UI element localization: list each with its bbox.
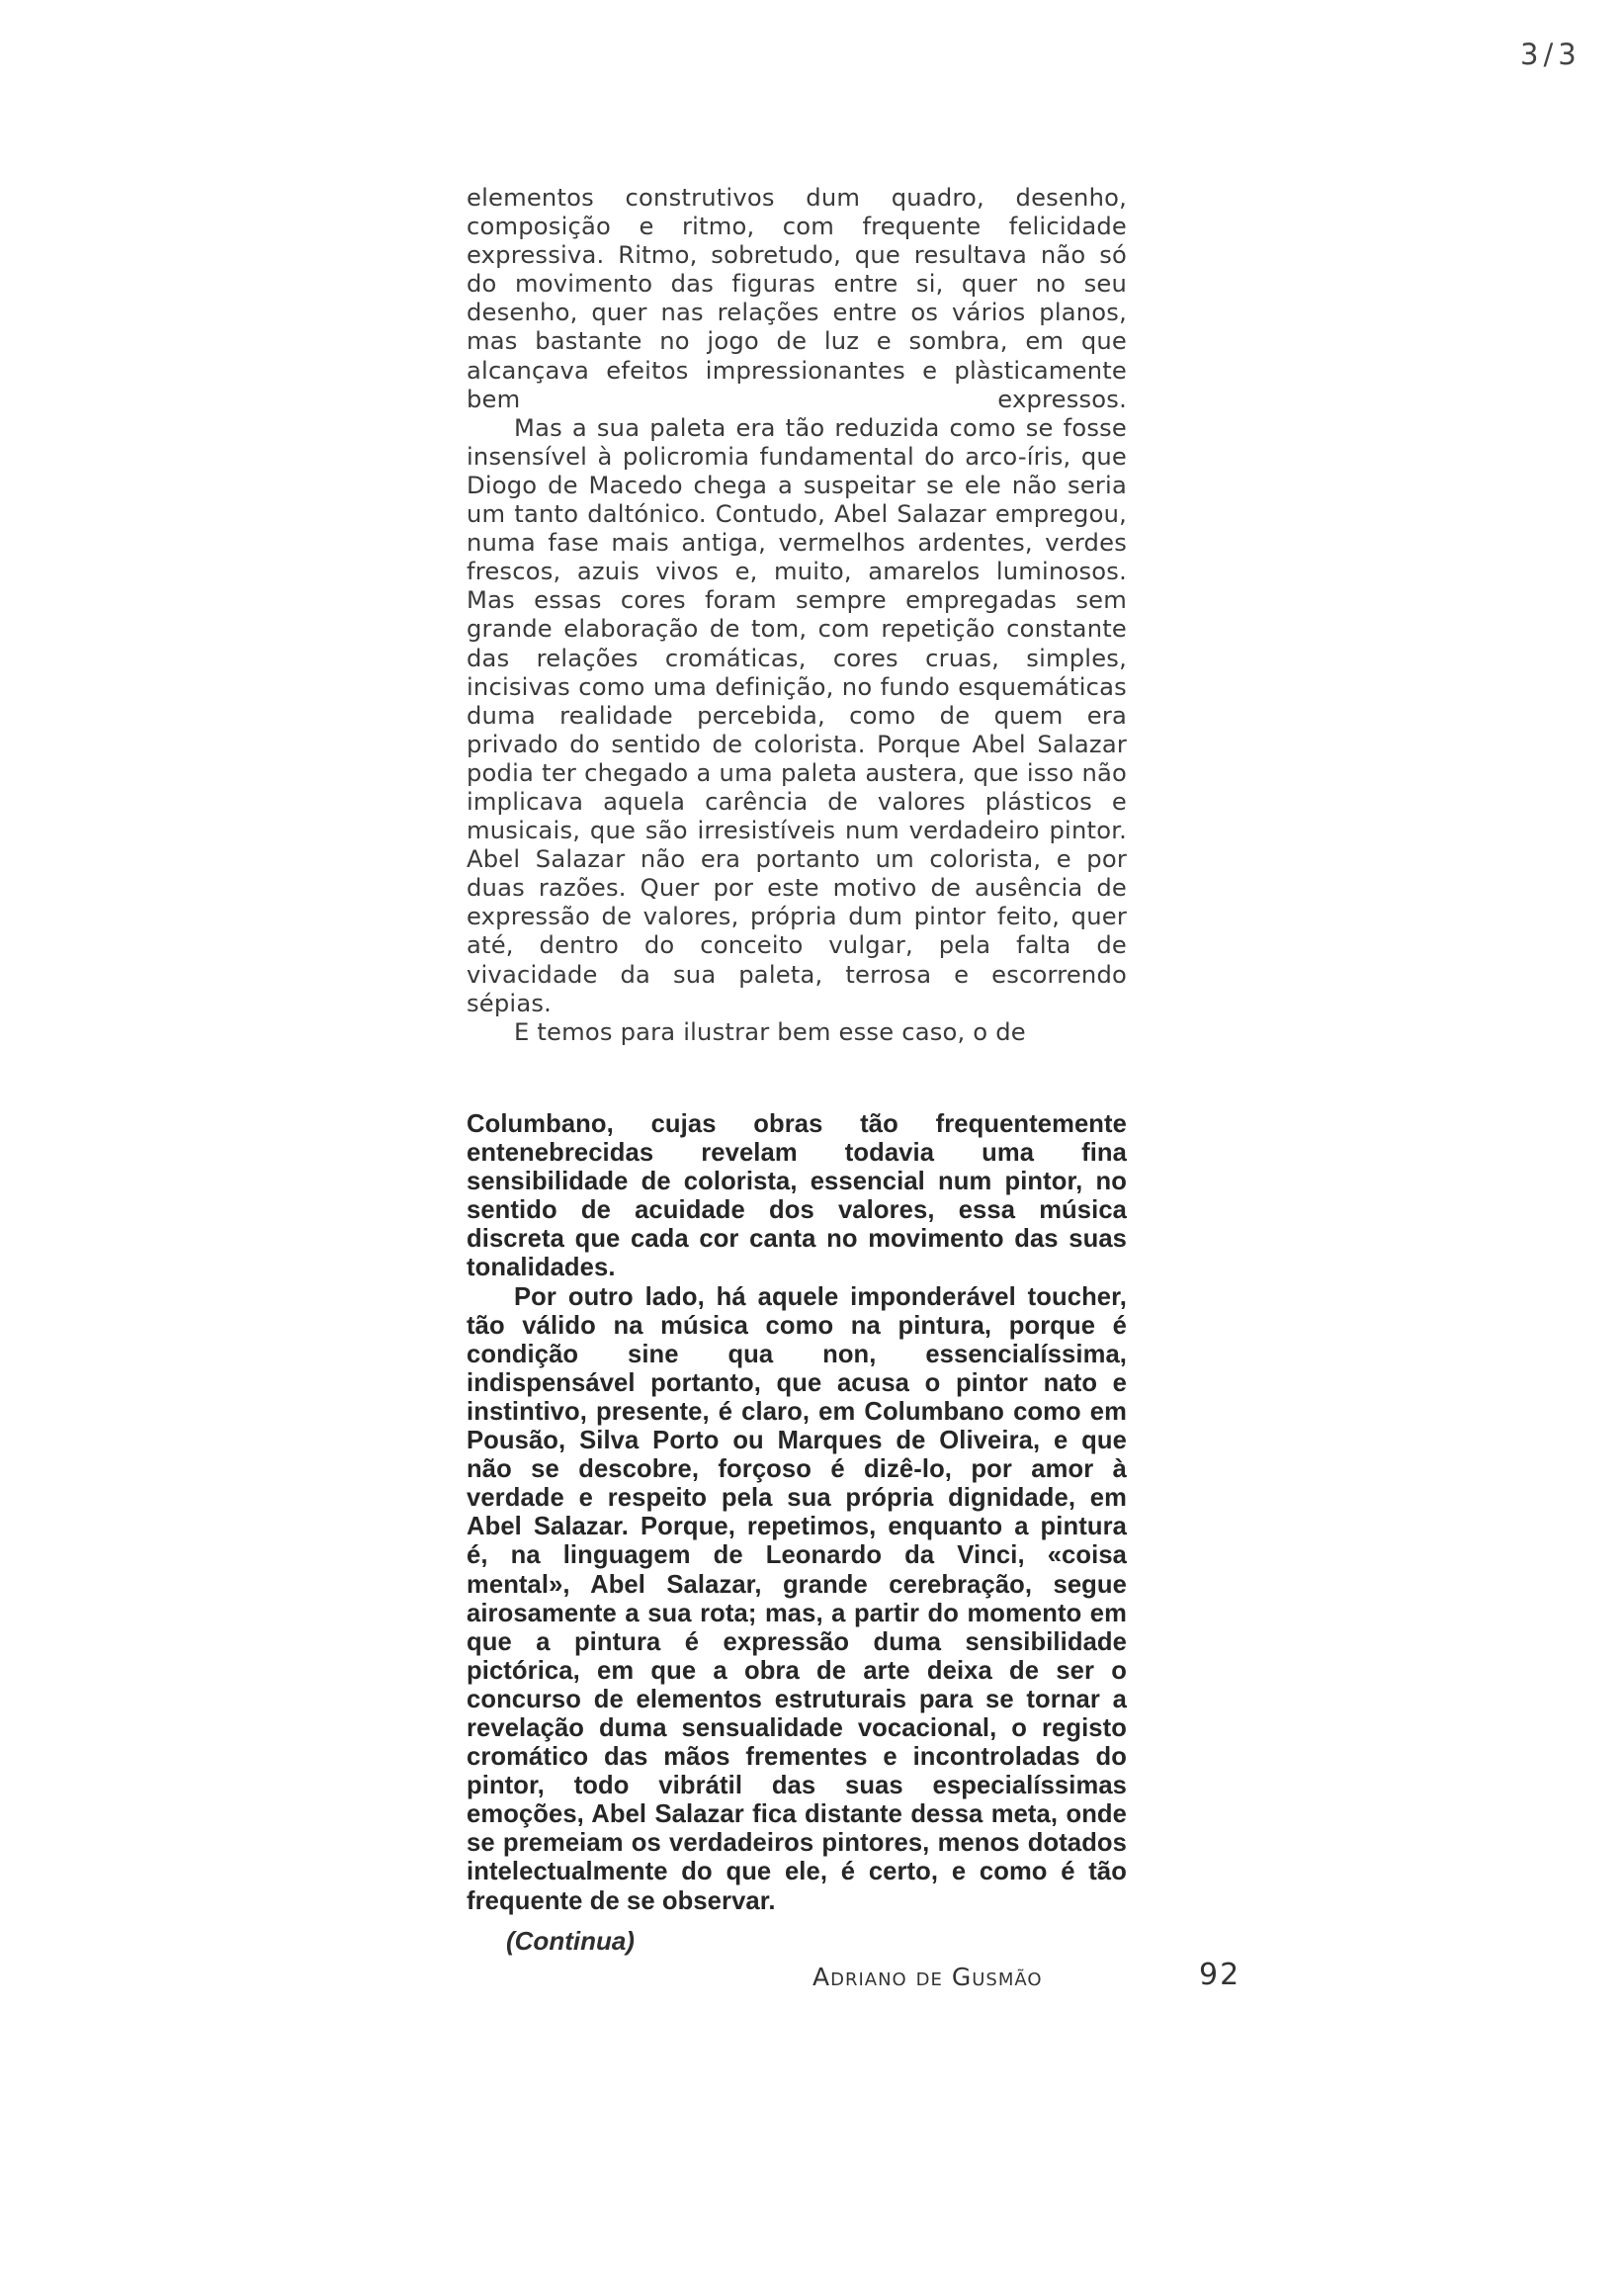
paragraph: Mas a sua paleta era tão reduzida como se fosse insensível à policromia fundamental do arco-íris, que Diogo de Macedo chega a suspeitar se ele não seria um tanto daltónico. Contudo, Abel Salazar empregou, numa fase mais antiga, vermelhos ardentes, verdes frescos, azuis vivos e, muito, amarelos luminosos. Mas essas cores foram sempre empregadas sem grande elaboração de tom, com repetição constante das relações cromáticas, cores cruas, simples, incisivas como uma definição, no fundo esquemáticas duma realidade percebida, como de quem era privado do sentido de colorista. Porque Abel Salazar podia ter chegado a uma paleta austera, que isso não implicava aquela carência de valores plásticos e musicais, que são irresistíveis num verdadeiro pintor. Abel Salazar não era portanto um colorista, e por duas razões. Quer por este motivo de ausência de expressão de valores, própria dum pintor feito, quer até, dentro do conceito vulgar, pela falta de vivacidade da sua paleta, terrosa e escorrendo sépias. xyxy=(467,413,1127,1017)
paragraph: Columbano, cujas obras tão frequentemente entenebrecidas revelam todavia uma fina sensibilidade de colorista, essencial num pintor, no sentido de acuidade dos valores, essa música discreta que cada cor canta no movimento das suas tonalidades. xyxy=(467,1110,1127,1282)
article-bottom-section xyxy=(467,1110,1127,1916)
folio-number: 92 xyxy=(1199,1958,1241,1992)
paragraph: Por outro lado, há aquele imponderável toucher, tão válido na música como na pintura, porque é condição sine qua non, essencialíssima, indispensável portanto, que acusa o pintor nato e instintivo, presente, é claro, em Columbano como em Pousão, Silva Porto ou Marques de Oliveira, e que não se descobre, forçoso é dizê-lo, por amor à verdade e respeito pela sua própria dignidade, em Abel Salazar. Porque, repetimos, enquanto a pintura é, na linguagem de Leonardo da Vinci, «coisa mental», Abel Salazar, grande cerebração, segue airosamente a sua rota; mas, a partir do momento em que a pintura é expressão duma sensibilidade pictórica, em que a obra de arte deixa de ser o concurso de elementos estruturais para se tornar a revelação duma sensualidade vocacional, o registo cromático das mãos frementes e incontroladas do pintor, todo vibrátil das suas especialíssimas emoções, Abel Salazar fica distante dessa meta, onde se premeiam os verdadeiros pintores, menos dotados intelectualmente do que ele, é certo, e como é tão frequente de se observar. xyxy=(467,1282,1127,1915)
paragraph: elementos construtivos dum quadro, desenho, composição e ritmo, com frequente felicidade expressiva. Ritmo, sobretudo, que resultava não só do movimento das figuras entre si, quer no seu desenho, quer nas relações entre os vários planos, mas bastante no jogo de luz e sombra, em que alcançava efeitos impressionantes e plàsticamente bem expressos. xyxy=(467,184,1127,413)
article-top-section xyxy=(467,184,1127,1047)
paragraph: E temos para ilustrar bem esse caso, o de xyxy=(514,1017,1026,1046)
page-indicator: 3/3 xyxy=(1520,38,1581,71)
continuation-note: (Continua) xyxy=(506,1926,635,1956)
author-signature: Adriano de Gusmão xyxy=(812,1963,1043,1991)
